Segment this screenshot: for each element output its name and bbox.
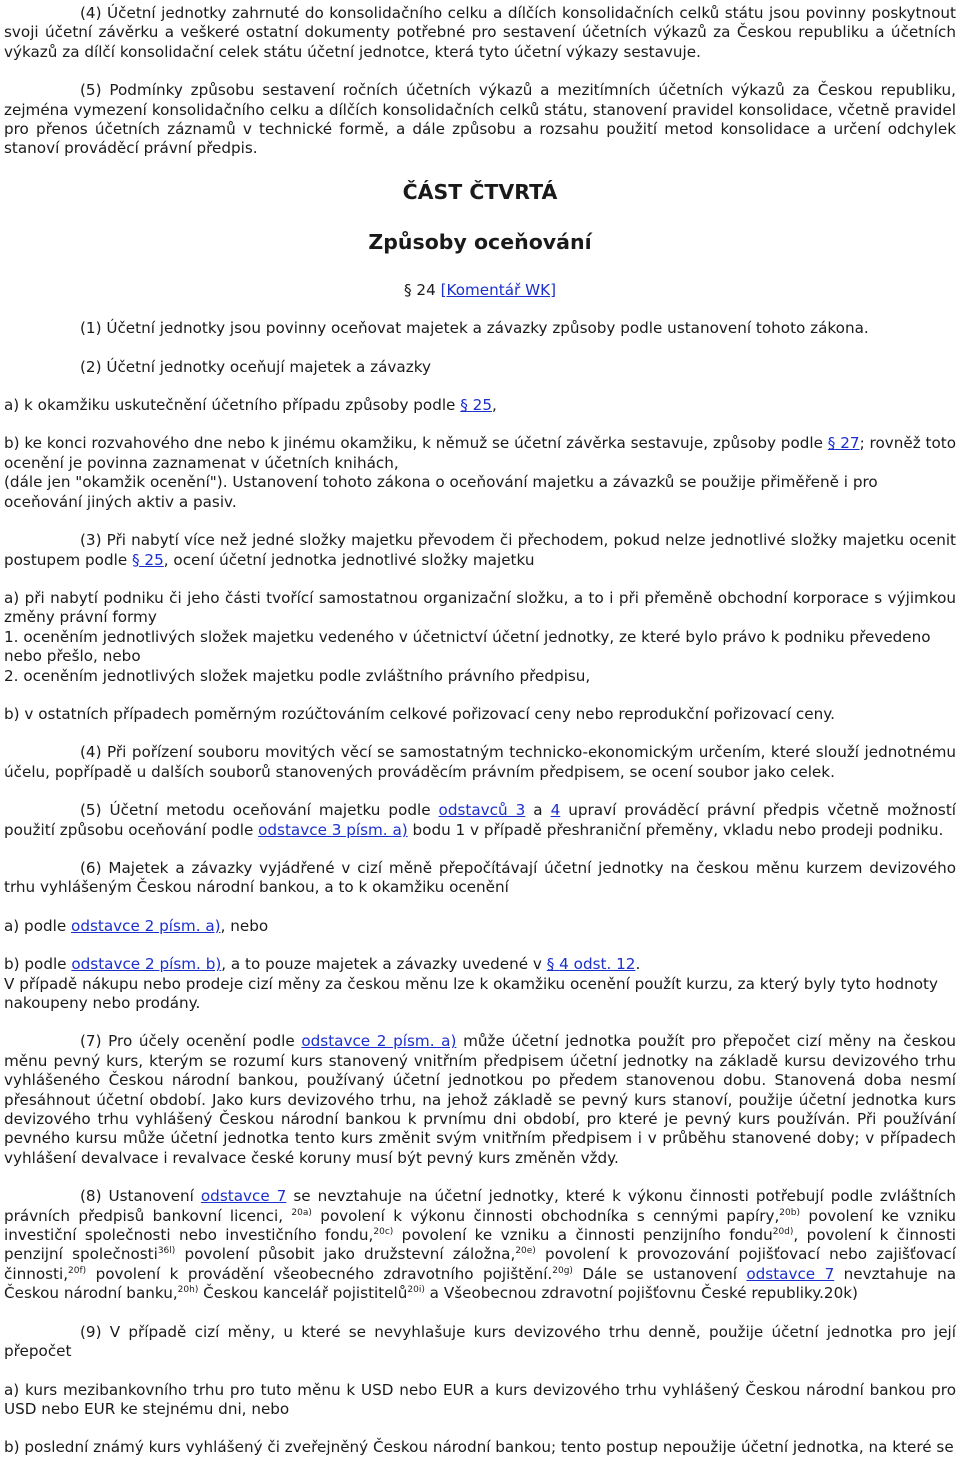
subsection-6-letter-a: a) podle odstavce 2 písm. a), nebo [4, 916, 269, 935]
subsection-2-letter-a: a) k okamžiku uskutečnění účetního případu způsoby podle § 25, [4, 396, 497, 415]
subsection-4: (4) Při pořízení souboru movitých věcí se samostatným technicko-ekonomickým určením, které slouží jednotnému účelu, popřípadě u dalších souborů stanovených prováděcím právním předpisem, se ocení soubor jako celek. [4, 743, 956, 781]
paragraph-5-previous: (5) Podmínky způsobu sestavení ročních účetních výkazů a mezitímních účetních výkazů za Českou republiku, zejména vymezení konsolidačního celku a dílčích konsolidačních celků státu, stanovení pravidel konsolidace, včetně pravidel pro přenos účetních záznamů v technické formě, a dále způsobu a rozsahu použití metod konsolidace a určení odchylek stanoví prováděcí právní předpis. [4, 81, 956, 158]
subsection-3-point-1: 1. oceněním jednotlivých složek majetku vedeného v účetnictví účetní jednotky, ze které bylo právo k podniku převedeno nebo přešlo, nebo [4, 627, 931, 666]
odstavce-7-link-2[interactable]: odstavce 7 [746, 1264, 835, 1283]
footnote-ref: 20g) [552, 1265, 573, 1276]
section-number: 24 [411, 280, 441, 299]
subsection-9-letter-b: b) poslední známý kurs vyhlášený či zveřejněný Českou národní bankou; tento postup nepoužije účetní jednotka, na které se [4, 1438, 954, 1457]
footnote-ref: 20e) [515, 1246, 536, 1257]
section-4-odst-12-link[interactable]: § 4 odst. 12 [546, 955, 636, 974]
subsection-3-point-2: 2. oceněním jednotlivých složek majetku podle zvláštního právního předpisu, [4, 666, 591, 685]
subsection-1: (1) Účetní jednotky jsou povinny oceňovat majetek a závazky způsoby podle ustanovení tohoto zákona. [80, 319, 869, 338]
subsection-2-letter-b: b) ke konci rozvahového dne nebo k jinému okamžiku, k němuž se účetní závěrka sestavuje, způsoby podle § 27; rovněž toto ocenění je povinna zaznamenat v účetních knihách, [4, 434, 957, 472]
section-sign-icon: § [404, 280, 412, 299]
odstavcu-3-link[interactable]: odstavců 3 [438, 801, 526, 820]
section-27-link[interactable]: § 27 [827, 434, 860, 453]
subsection-2-tail: (dále jen "okamžik ocenění"). Ustanovení tohoto zákona o oceňování majetku a závazků se použije přiměřeně i pro oceňování jiných aktiv a pasiv. [4, 473, 878, 511]
footnote-ref: 20i) [407, 1285, 425, 1296]
subsection-9: (9) V případě cizí měny, u které se nevyhlašuje kurs devizového trhu denně, použije účetní jednotka pro její přepočet [4, 1322, 956, 1361]
odstavec-4-link[interactable]: 4 [550, 801, 561, 820]
odstavce-3-pism-a-link[interactable]: odstavce 3 písm. a) [258, 820, 408, 839]
subsection-3-letter-a: a) při nabytí podniku či jeho části tvořící samostatnou organizační složku, a to i při přeměně obchodní korporace s výjimkou změny právní formy [4, 588, 956, 627]
subsection-7: (7) Pro účely ocenění podle odstavce 2 písm. a) může účetní jednotka použít pro přepočet cizí měny na českou měnu pevný kurs, kterým se rozumí kurs stanovený vnitřním předpisem účetní jednotky na základě kursu devizového trhu vyhlášeného Českou národní bankou, používaný účetní jednotkou po předem stanovenou dobu. Stanovená doba nesmí přesáhnout účetní období. Jako kurs devizového trhu, na jehož základě se pevný kurs stanoví, použije účetní jednotka kurs devizového trhu vyhlášený Českou národní bankou k prvnímu dni období, pro které je pevný kurs používán. Při používání pevného kursu může účetní jednotka tento kurs změnit svým vnitřním předpisem i v průběhu stanovené doby; v případech vyhlášení devalvace i revalvace české koruny musí být pevný kurs změněn vždy. [4, 1032, 957, 1167]
subsection-3: (3) Při nabytí více než jedné složky majetku převodem či přechodem, pokud nelze jednotlivé složky majetku ocenit postupem podle § 25, ocení účetní jednotka jednotlivé složky majetku [4, 531, 956, 569]
odstavce-2-pism-b-link[interactable]: odstavce 2 písm. b) [71, 955, 222, 974]
subsection-9-letter-a: a) kurs mezibankovního trhu pro tuto měnu k USD nebo EUR a kurs devizového trhu vyhlášený Českou národní bankou pro USD nebo EUR ke stejnému dni, nebo [4, 1380, 956, 1418]
footnote-ref: 20d) [772, 1227, 794, 1238]
subsection-6-letter-b: b) podle odstavce 2 písm. b), a to pouze majetek a závazky uvedené v § 4 odst. 12. [4, 955, 641, 974]
footnote-ref: 20b) [779, 1207, 800, 1218]
footnote-ref: 20h) [177, 1285, 199, 1296]
footnote-ref: 36l) [157, 1246, 176, 1257]
section-25-link[interactable]: § 25 [460, 396, 492, 415]
subsection-2: (2) Účetní jednotky oceňují majetek a závazky [80, 357, 431, 376]
footnote-ref: 20c) [373, 1227, 394, 1238]
subsection-6: (6) Majetek a závazky vyjádřené v cizí měně přepočítávají účetní jednotky na českou měnu kurzem devizového trhu vyhlášeným Českou národní bankou, a to k okamžiku ocenění [4, 858, 956, 897]
footnote-ref: 20a) [291, 1207, 312, 1218]
section-heading [4, 281, 956, 300]
footnote-ref: 20f) [68, 1265, 87, 1276]
subsection-8: (8) Ustanovení odstavce 7 se nevztahuje na účetní jednotky, které k výkonu činnosti potřebují podle zvláštních právních předpisů bankovní licenci, $^{20a)}$ povolení k výkonu činnosti obchodníka s cennými papíry,$^{20b)}$ povolení ke vzniku investiční společnosti nebo investičního fondu,$^{20c)}$ povolení ke vzniku a činnosti penzijního fondu$^{20d)}$, povolení k činnosti penzijní společnosti$^{36l)}$ povolení působit jako družstevní záložna,$^{20e)}$ povolení k provozování pojišťovací nebo zajišťovací činnosti,$^{20f)}$ povolení k provádění všeobecného zdravotního pojištění.$^{20g)}$ Dále se ustanovení odstavce 7 nevztahuje na Českou národní banku,$^{20h)}$ Českou kancelář pojistitelů$^{20i)}$ a Všeobecnou zdravotní pojišťovnu České republiky.20k) [4, 1187, 957, 1303]
odstavce-2-pism-a-link[interactable]: odstavce 2 písm. a) [71, 916, 221, 935]
paragraph-4-previous: (4) Účetní jednotky zahrnuté do konsolidačního celku a dílčích konsolidačních celků státu jsou povinny poskytnout svoji účetní závěrku a veškeré ostatní dokumenty potřebné pro sestavení účetních výkazů za Českou republiku a účetních výkazů za dílčí konsolidační celek státu účetní jednotce, která tyto účetní výkazy sestavuje. [4, 4, 956, 61]
subsection-3-letter-b: b) v ostatních případech poměrným rozúčtováním celkové pořizovací ceny nebo reprodukční pořizovací ceny. [4, 704, 835, 723]
odstavce-7-link[interactable]: odstavce 7 [200, 1187, 287, 1206]
comment-wk-link[interactable]: [Komentář WK] [440, 280, 556, 299]
part-title: ČÁST ČTVRTÁ [402, 179, 558, 204]
section-25-link-2[interactable]: § 25 [132, 550, 164, 569]
subsection-5: (5) Účetní metodu oceňování majetku podle odstavců 3 a 4 upraví prováděcí právní předpis včetně možností použití způsobu oceňování podle odstavce 3 písm. a) bodu 1 v případě přeshraniční přeměny, vkladu nebo prodeji podniku. [4, 801, 957, 839]
subsection-6-tail: V případě nákupu nebo prodeje cizí měny za českou měnu lze k okamžiku ocenění použít kurzu, za který byly tyto hodnoty nakoupeny nebo prodány. [4, 974, 938, 1012]
part-subtitle: Způsoby oceňování [368, 229, 592, 254]
odstavce-2-pism-a-link-2[interactable]: odstavce 2 písm. a) [301, 1032, 457, 1051]
